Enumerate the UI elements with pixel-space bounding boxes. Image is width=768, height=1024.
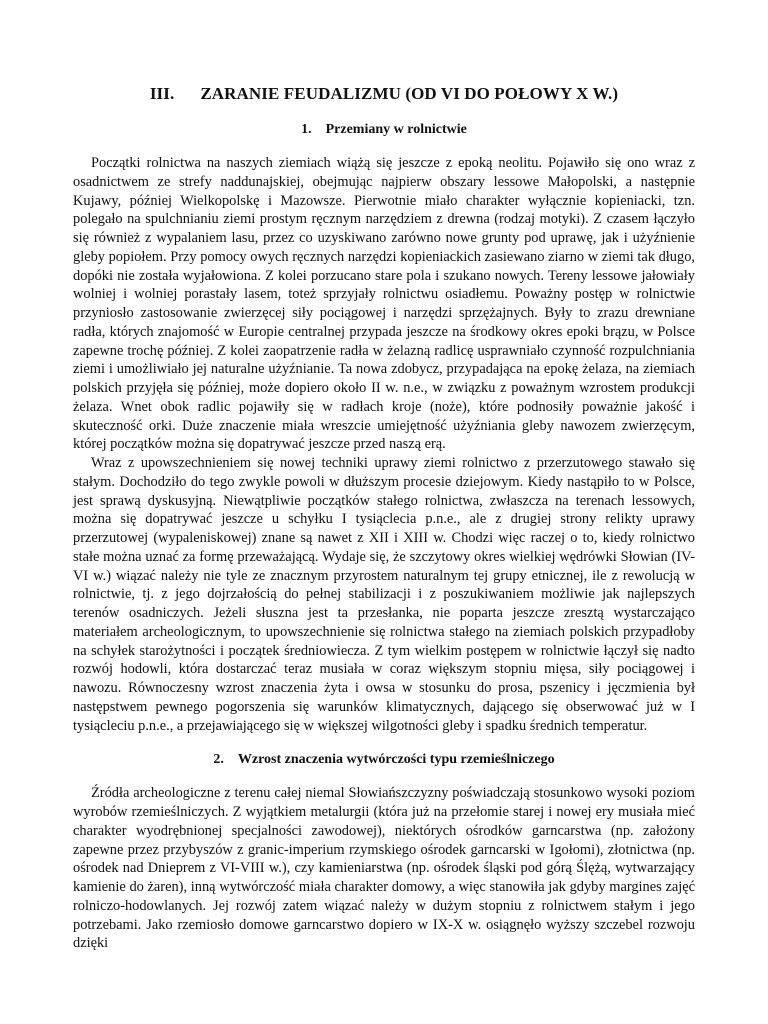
chapter-number: III. [149,84,175,103]
section-number-1: 1. [301,122,312,137]
section-title-text-1: Przemiany w rolnictwie [325,122,467,137]
section-title-2 [73,752,695,768]
chapter-title-text: ZARANIE FEUDALIZMU (OD VI DO POŁOWY X W.) [200,84,619,103]
section-title-text-2: Wzrost znaczenia wytwórczości typu rzemieślniczego [237,752,555,768]
paragraph: Początki rolnictwa na naszych ziemiach wiążą się jeszcze z epoką neolitu. Pojawiło się ono wraz z osadnictwem ze strefy naddunajskiej, obejmując najpierw obszary lessowe Małopolski, a następnie Kujawy, później Wielkopolskę i Mazowsze. Pierwotnie miało charakter wyłącznie kopieniacki, tzn. polegało na spulchnianiu ziemi prostym ręcznym narzędziem z drewna (rodzaj motyki). Z czasem łączyło się również z wypalaniem lasu, przez co uzyskiwano zarówno nowe grunty pod uprawę, jak i użyźnienie gleby popiołem. Przy pomocy owych ręcznych narzędzi kopieniackich zasiewano ziarno w ziemi tak długo, dopóki nie została wyjałowiona. Z kolei porzucano stare pola i szukano nowych. Tereny lessowe jałowiały wolniej i wolniej porastały lasem, toteż sprzyjały rolnictwu osiadłemu. Poważny postęp w rolnictwie przyniosło zastosowanie zwierzęcej siły pociągowej i narzędzi sprzężajnych. Były to zrazu drewniane radła, których znajomość w Europie centralnej przypada jeszcze na środkowy okres epoki brązu, w Polsce zapewne trochę później. Z kolei zaopatrzenie radła w żelazną radlicę usprawniało czynność rozpulchniania ziemi i umożliwiało jej naturalne użyźnianie. Ta nowa zdobycz, przypadająca na epokę żelaza, na ziemiach polskich przyjęła się później, może dopiero około II w. n.e., w związku z poważnym wzrostem produkcji żelaza. Wnet obok radlic pojawiły się w radłach kroje (noże), które podnosiły poważnie jakość i skuteczność orki. Duże znaczenie miała wreszcie umiejętność użyźniania gleby nawozem zwierzęcym, której początków można się dopatrywać jeszcze przed naszą erą. [73,155,695,453]
section-spacer [73,735,695,752]
section-title-1 [73,122,695,138]
paragraph: Źródła archeologiczne z terenu całej niemal Słowiańszczyzny poświadczają stosunkowo wysoki poziom wyrobów rzemieślniczych. Z wyjątkiem metalurgii (która już na przełomie starej i nowej ery musiała mieć charakter wyodrębnionej specjalności zawodowej), niektórych ośrodków garncarstwa (np. założony zapewne przez przybyszów z granic-imperium rzymskiego ośrodek garncarski w Igołomi), złotnictwa (np. ośrodek nad Dnieprem z VI-VIII w.), czy kamieniarstwa (np. ośrodek śląski pod górą Ślężą, wytwarzający kamienie do żaren), inną wytwórczość miała charakter domowy, a więc stanowiła jak gdyby margines zajęć rolniczo-hodowlanych. Jej rozwój zatem wiązać należy w dużym stopniu z rolnictwem stałym i jego potrzebami. Jako rzemiosło domowe garncarstwo dopiero w IX-X w. osiągnęło wyższy szczebel rozwoju dzięki [73,785,695,952]
paragraph: Wraz z upowszechnieniem się nowej techniki uprawy ziemi rolnictwo z przerzutowego stawało się stałym. Dochodziło do tego zwykle powoli w dłuższym procesie dziejowym. Kiedy nastąpiło to w Polsce, jest sprawą dyskusyjną. Niewątpliwie początków stałego rolnictwa, zwłaszcza na terenach lessowych, można się dopatrywać jeszcze u schyłku I tysiąclecia p.n.e., ale z drugiej strony relikty uprawy przerzutowej (wypaleniskowej) znane są nawet z XII i XIII w. Chodzi więc raczej o to, kiedy rolnictwo stałe można uznać za formę przeważającą. Wydaje się, że szczytowy okres wielkiej wędrówki Słowian (IV-VI w.) wiązać należy nie tyle ze znacznym przyrostem naturalnym tej grupy etnicznej, ile z rewolucją w rolnictwie, tj. z jego dojrzałością do pełnej stabilizacji i z poszukiwaniem możliwie jak najlepszych terenów osadniczych. Jeżeli słuszna jest ta przesłanka, nie poparta jeszcze zresztą wystarczająco materiałem archeologicznym, to upowszechnienie się rolnictwa stałego na ziemiach polskich przypadłoby na schyłek starożytności i początek średniowiecza. Z tym wielkim postępem w rolnictwie łączył się nadto rozwój hodowli, która dostarczać teraz musiała w coraz większym stopniu mięsa, siły pociągowej i nawozu. Równoczesny wzrost znaczenia żyta i owsa w stosunku do prosa, pszenicy i jęczmienia był następstwem pewnego pogorszenia się warunków klimatycznych, dającego się obserwować już w I tysiącleciu p.n.e., a przejawiającego się w większej wilgotności gleby i spadku średnich temperatur. [73,455,695,734]
section-number-2: 2. [213,752,224,768]
chapter-title [73,84,695,104]
